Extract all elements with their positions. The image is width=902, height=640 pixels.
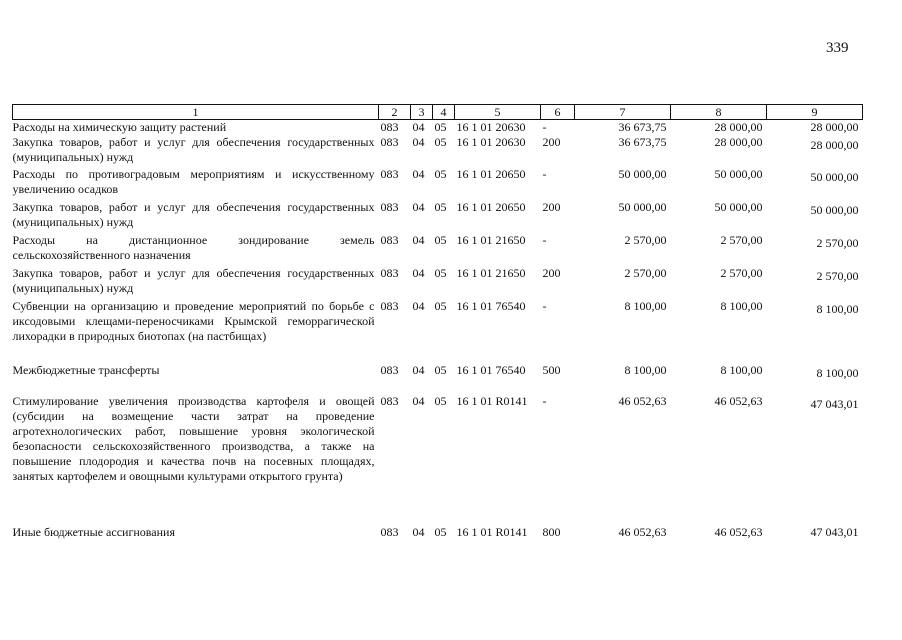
cell-amount-year2: 46 052,63 [714,394,763,408]
cell-admin-code: 083 [380,167,399,181]
cell-expense-type: 500 [542,363,561,377]
cell-subsection: 05 [434,200,447,214]
cell-amount-year1: 46 052,63 [618,394,667,408]
cell-amount-year2: 8 100,00 [720,363,763,377]
cell-description: Расходы на химическую защиту растений [12,120,227,134]
table-row [13,266,863,299]
cell-subsection: 05 [434,266,447,280]
table-row [13,135,863,167]
cell-section: 04 [412,135,425,149]
cell-amount-year2: 28 000,00 [714,120,763,134]
cell-admin-code: 083 [380,266,399,280]
cell-amount-year1: 50 000,00 [618,167,667,181]
cell-target-article: 16 1 01 21650 [456,266,526,280]
cell-description: Закупка товаров, работ и услуг для обеспечения государственных (муниципальных) нужд [12,266,375,295]
cell-target-article: 16 1 01 20650 [456,200,526,214]
cell-subsection: 05 [434,299,447,313]
cell-amount-year1: 36 673,75 [618,135,667,149]
cell-target-article: 16 1 01 20630 [456,135,526,149]
cell-amount-year2: 8 100,00 [720,299,763,313]
cell-amount-year2: 50 000,00 [714,200,763,214]
cell-admin-code: 083 [380,200,399,214]
cell-section: 04 [412,525,425,539]
cell-section: 04 [412,233,425,247]
cell-subsection: 05 [434,233,447,247]
table-row [13,525,863,540]
cell-section: 04 [412,120,425,134]
cell-expense-type: 800 [542,525,561,539]
cell-subsection: 05 [434,363,447,377]
cell-amount-year2: 2 570,00 [720,233,763,247]
cell-target-article: 16 1 01 21650 [456,233,526,247]
column-header: 8 [671,105,767,120]
cell-target-article: 16 1 01 R0141 [456,525,528,539]
cell-expense-type: - [542,120,547,134]
cell-amount-year1: 8 100,00 [624,363,667,377]
cell-amount-year2: 50 000,00 [714,167,763,181]
cell-description: Закупка товаров, работ и услуг для обеспечения государственных (муниципальных) нужд [12,135,375,164]
cell-expense-type: - [542,299,547,313]
cell-subsection: 05 [434,135,447,149]
cell-amount-year1: 50 000,00 [618,200,667,214]
cell-amount-year1: 46 052,63 [618,525,667,539]
cell-amount-year1: 8 100,00 [624,299,667,313]
cell-subsection: 05 [434,394,447,408]
cell-target-article: 16 1 01 20630 [456,120,526,134]
cell-section: 04 [412,266,425,280]
cell-expense-type: 200 [542,266,561,280]
cell-admin-code: 083 [380,233,399,247]
cell-description: Иные бюджетные ассигнования [12,525,175,539]
cell-description: Закупка товаров, работ и услуг для обеспечения государственных (муниципальных) нужд [12,200,375,229]
cell-target-article: 16 1 01 20650 [456,167,526,181]
budget-table [12,104,863,540]
table-header [13,105,863,120]
cell-amount-year3: 8 100,00 [816,302,859,316]
cell-expense-type: - [542,167,547,181]
cell-description: Расходы по противоградовым мероприятиям и искусственному увеличению осадков [12,167,375,196]
table-row [13,167,863,200]
cell-expense-type: - [542,233,547,247]
cell-amount-year1: 2 570,00 [624,266,667,280]
page-number: 339 [826,40,849,56]
cell-amount-year3: 28 000,00 [810,120,859,134]
cell-description: Стимулирование увеличения производства картофеля и овощей (субсидии на возмещение части затрат на проведение агротехнологических работ, повышение уровня экологической безопасности сельскохозяйственного производства, а также на повышение плодородия и качества почв на посевных площадях, занятых картофелем и овощными культурами открытого грунта) [12,394,375,483]
cell-amount-year1: 36 673,75 [618,120,667,134]
cell-section: 04 [412,394,425,408]
cell-amount-year2: 28 000,00 [714,135,763,149]
cell-amount-year3: 28 000,00 [810,138,859,152]
cell-description: Субвенции на организацию и проведение мероприятий по борьбе с иксодовыми клещами-переносчиками Крымской геморрагической лихорадки в природных биотопах (на пастбищах) [12,299,375,343]
cell-amount-year1: 2 570,00 [624,233,667,247]
column-header: 7 [575,105,671,120]
cell-amount-year3: 2 570,00 [816,269,859,283]
cell-subsection: 05 [434,525,447,539]
table-row [13,233,863,266]
cell-expense-type: 200 [542,200,561,214]
column-header: 4 [433,105,455,120]
cell-amount-year2: 2 570,00 [720,266,763,280]
cell-expense-type: - [542,394,547,408]
column-header: 5 [455,105,541,120]
cell-admin-code: 083 [380,135,399,149]
table-row [13,120,863,136]
table-row [13,200,863,233]
column-header: 1 [13,105,379,120]
cell-admin-code: 083 [380,363,399,377]
cell-amount-year3: 47 043,01 [810,525,859,539]
cell-section: 04 [412,363,425,377]
cell-description: Межбюджетные трансферты [12,363,160,377]
table-body [13,120,863,541]
cell-subsection: 05 [434,120,447,134]
table-row [13,394,863,525]
cell-amount-year3: 50 000,00 [810,203,859,217]
cell-expense-type: 200 [542,135,561,149]
cell-admin-code: 083 [380,525,399,539]
cell-target-article: 16 1 01 76540 [456,363,526,377]
table-row [13,299,863,363]
cell-amount-year3: 50 000,00 [810,170,859,184]
cell-admin-code: 083 [380,120,399,134]
cell-description: Расходы на дистанционное зондирование земель сельскохозяйственного назначения [12,233,375,262]
cell-admin-code: 083 [380,299,399,313]
cell-section: 04 [412,167,425,181]
cell-admin-code: 083 [380,394,399,408]
column-header: 3 [411,105,433,120]
cell-amount-year3: 2 570,00 [816,236,859,250]
cell-section: 04 [412,299,425,313]
column-header: 6 [541,105,575,120]
cell-target-article: 16 1 01 R0141 [456,394,528,408]
cell-subsection: 05 [434,167,447,181]
cell-amount-year3: 8 100,00 [816,366,859,380]
column-header: 9 [767,105,863,120]
table-row [13,363,863,394]
column-header: 2 [379,105,411,120]
cell-amount-year2: 46 052,63 [714,525,763,539]
cell-amount-year3: 47 043,01 [810,397,859,411]
cell-section: 04 [412,200,425,214]
cell-target-article: 16 1 01 76540 [456,299,526,313]
